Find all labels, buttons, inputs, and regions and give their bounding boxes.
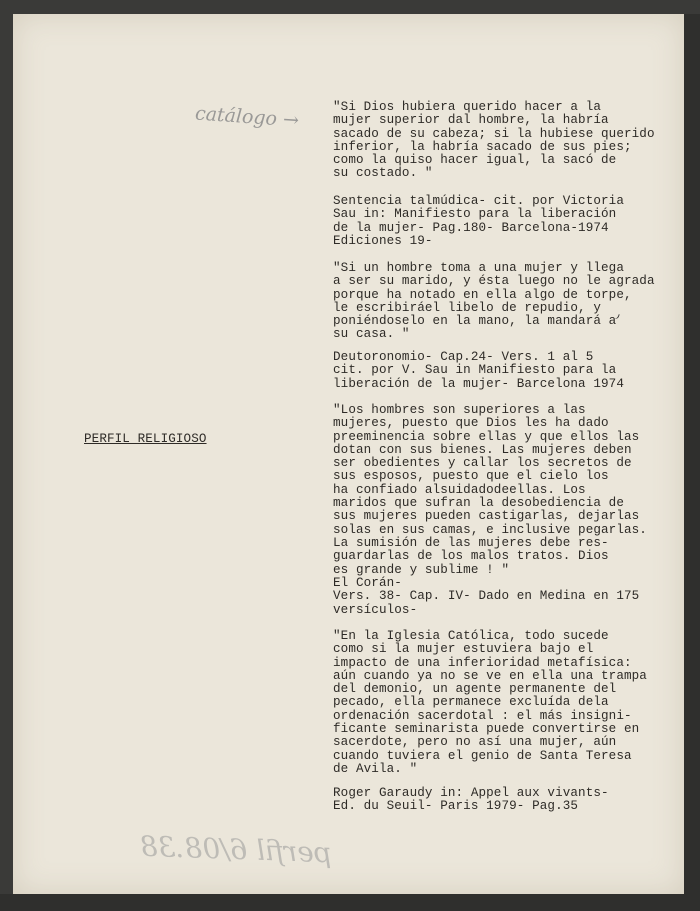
quote-deuteronomy: "Si un hombre toma a una mujer y llega a ser su marido, y ésta luego no le agrada porque ha notado en ella algo de torpe, le escribiráel libelo de repudio, y poniéndoselo en la mano, la mandará a su casa. " [333, 261, 655, 342]
quote-quran: "Los hombres son superiores a las mujeres, puesto que Dios les ha dado preeminencia sobre ellas y que ellos las dotan con sus bienes. Las mujeres deben ser obedientes y callar los secretos de sus esposos, puesto que el cielo los ha confiado alsuidadodeellas. Los maridos que sufran la desobediencia de sus mujeres pueden castigarlas, dejarlas solas en sus camas, e inclusive pegarlas. La sumisión de las mujeres debe res- guardarlas de los malos tratos. Dios es grande y sublime ! " [333, 403, 647, 577]
citation-quran: El Corán- Vers. 38- Cap. IV- Dado en Medina en 175 versículos- [333, 576, 640, 617]
quote-talmud: "Si Dios hubiera querido hacer a la mujer superior dal hombre, la habría sacado de su cabeza; si la hubiese querido inferior, la habría sacado de sus pies; como la quiso hacer igual, la sacó de su costado. " [333, 100, 655, 181]
side-heading-perfil-religioso: PERFIL RELIGIOSO [84, 432, 207, 446]
quote-catholic-church: "En la Iglesia Católica, todo sucede como si la mujer estuviera bajo el impacto de una inferioridad metafísica: aún cuando ya no se ve en ella una trampa del demonio, un agente permanente del pecado, ella permanece excluída dela ordenación sacerdotal : el más insigni- ficante seminarista puede convertirse en sacerdote, pero no así una mujer, aún cuando tuviera el genio de Santa Teresa de Avila. " [333, 629, 647, 776]
citation-talmud: Sentencia talmúdica- cit. por Victoria Sau in: Manifiesto para la liberación de la mujer- Pag.180- Barcelona-1974 Ediciones 19- [333, 194, 624, 248]
scan-border-right [684, 14, 700, 911]
scan-border-bottom [0, 894, 700, 911]
handwritten-bottom-note: perfil 6/08.38 [139, 829, 333, 870]
handwritten-catalogo-note: catálogo → [194, 102, 300, 132]
citation-garaudy: Roger Garaudy in: Appel aux vivants- Ed. du Seuil- Paris 1979- Pag.35 [333, 786, 609, 814]
citation-deuteronomy: Deutoronomio- Cap.24- Vers. 1 al 5 cit. por V. Sau in Manifiesto para la liberación de la mujer- Barcelona 1974 [333, 350, 624, 391]
